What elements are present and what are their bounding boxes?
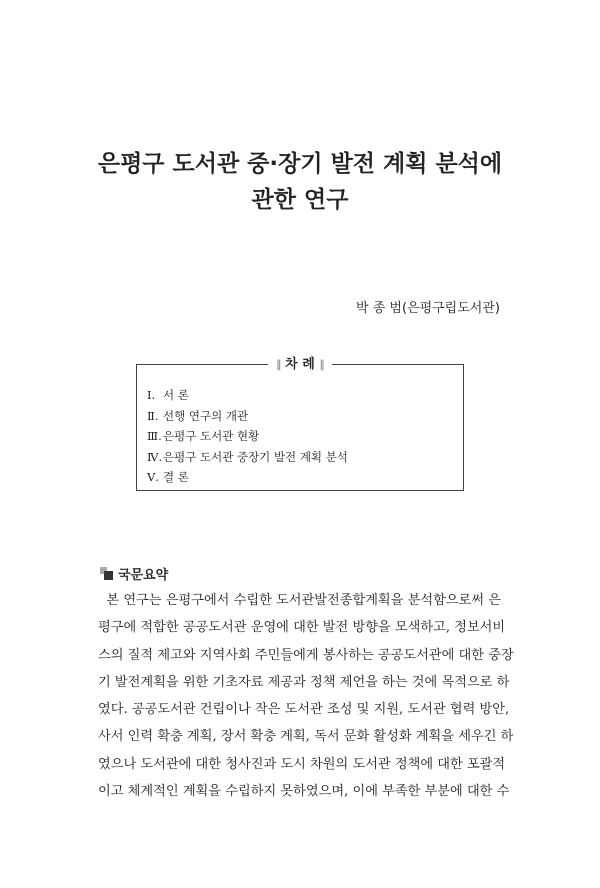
toc-item-label: 선행 연구의 개관 [163, 408, 249, 423]
author-byline: 박 종 범(은평구립도서관) [356, 301, 500, 316]
table-of-contents [136, 357, 464, 491]
abstract-line: 였으나 도서관에 대한 청사진과 도시 차원의 도서관 정책에 대한 포괄적 [98, 756, 506, 772]
abstract-heading [100, 566, 168, 586]
abstract-heading-label: 국문요약 [118, 568, 169, 583]
paper-title-line-2: 관한 연구 [251, 187, 349, 213]
toc-item [147, 447, 348, 468]
abstract-line: 스의 질적 제고와 지역사회 주민들에게 봉사하는 공공도서관에 대한 중장 [98, 647, 514, 663]
toc-item-number: Ⅳ. [147, 449, 163, 464]
toc-item [147, 426, 348, 447]
toc-item [147, 467, 348, 488]
square-bullet-icon [100, 567, 114, 581]
toc-item-label: 결 론 [163, 470, 189, 484]
abstract-body [98, 587, 514, 805]
toc-heading-bar-left: ∥ [276, 358, 281, 371]
toc-heading [137, 355, 463, 374]
abstract-line: 이고 체계적인 계획을 수립하지 못하였으며, 이에 부족한 부분에 대한 수 [98, 784, 510, 800]
abstract-line: 평구에 적합한 공공도서관 운영에 대한 발전 방향을 모색하고, 정보서비 [98, 620, 506, 636]
toc-item-number: Ⅴ. [147, 470, 159, 484]
toc-item [147, 406, 348, 427]
toc-item [147, 385, 348, 406]
toc-item-number: Ⅲ. [147, 429, 162, 443]
paper-title [0, 146, 600, 218]
toc-item-number: Ⅱ. [147, 408, 159, 423]
paper-title-line-1: 은평구 도서관 중·장기 발전 계획 분석에 [97, 151, 503, 177]
toc-item-label: 은평구 도서관 현황 [163, 429, 260, 443]
toc-item-label: 서 론 [163, 388, 189, 402]
abstract-line: 사서 인력 확충 계획, 장서 확충 계획, 독서 문화 활성화 계획을 세우긴 하 [98, 729, 514, 745]
toc-list [147, 385, 348, 488]
toc-heading-label: 차 례 [285, 357, 315, 372]
abstract-line: 본 연구는 은평구에서 수립한 도서관발전종합계획을 분석함으로써 은 [98, 593, 501, 608]
abstract-line: 기 발전계획을 위한 기초자료 제공과 정책 제언을 하는 것에 목적으로 하 [98, 674, 510, 690]
abstract-line: 였다. 공공도서관 건립이나 작은 도서관 조성 및 지원, 도서관 협력 방안, [98, 702, 510, 718]
toc-heading-bar-right: ∥ [319, 358, 324, 371]
toc-item-number: Ⅰ. [147, 388, 156, 402]
toc-item-label: 은평구 도서관 중장기 발전 계획 분석 [163, 449, 348, 464]
